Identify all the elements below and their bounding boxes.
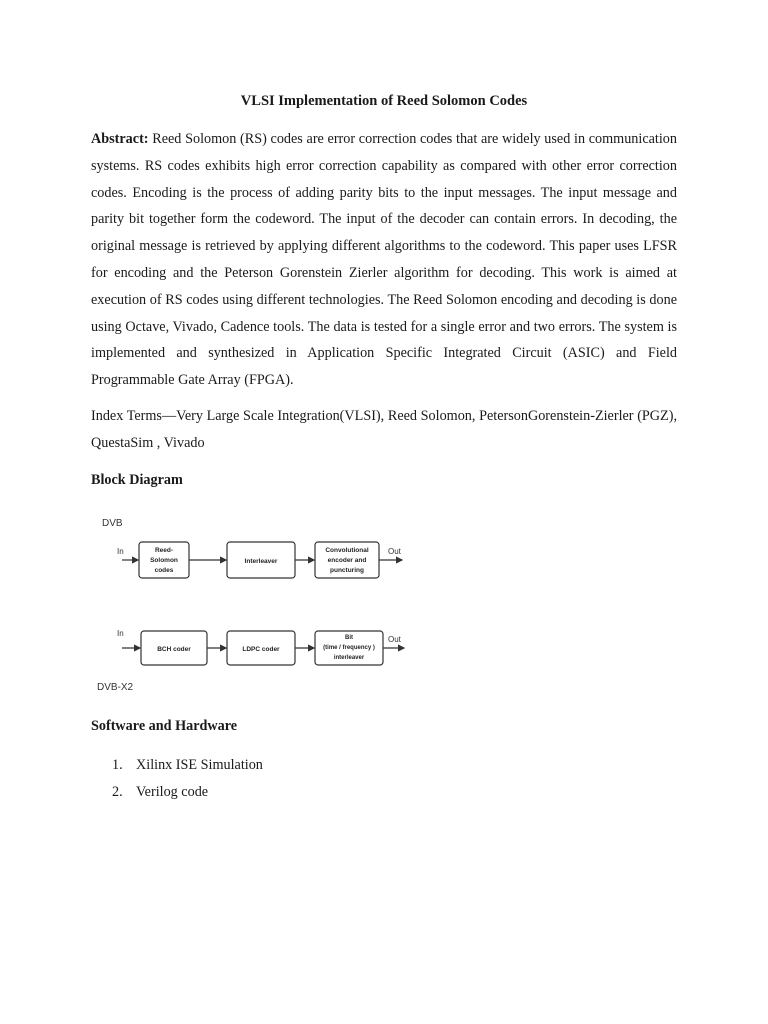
list-item-number: 2. xyxy=(112,784,123,800)
dvb-out-label: Out xyxy=(388,547,401,556)
dvbx2-box2-label: LDPC coder xyxy=(242,646,280,653)
page-title: VLSI Implementation of Reed Solomon Codes xyxy=(240,93,528,109)
dvb-box3-line1: Convolutional xyxy=(325,547,369,554)
abstract-label: Abstract: xyxy=(91,131,149,147)
abstract-paragraph xyxy=(91,126,677,394)
dvb-in-label: In xyxy=(117,547,124,556)
software-list xyxy=(112,755,263,809)
dvb-box1-line2: Solomon xyxy=(150,557,178,564)
block-diagram-heading: Block Diagram xyxy=(91,472,183,488)
list-item-text: Xilinx ISE Simulation xyxy=(136,757,263,773)
list-item-text: Verilog code xyxy=(136,784,209,800)
dvb-label: DVB xyxy=(102,518,123,529)
software-hardware-heading: Software and Hardware xyxy=(91,718,238,734)
dvbx2-box3-line1: Bit xyxy=(345,635,353,641)
dvb-box3-line3: puncturing xyxy=(330,567,364,574)
block-diagram xyxy=(94,512,414,698)
list-item xyxy=(112,755,263,782)
dvb-box3-line2: encoder and xyxy=(327,557,367,564)
abstract-text: Reed Solomon (RS) codes are error correction codes that are widely used in communication systems. RS codes exhibits high error correction capability as compared with other error correction codes. Encoding is the process of adding parity bits to the input messages. The input message and parity bit together form the codeword. The input of the decoder can contain errors. In decoding, the original message is retrieved by applying different algorithms to the codeword. This paper uses LFSR for encoding and the Peterson Gorenstein Zierler algorithm for decoding. This work is aimed at execution of RS codes using different technologies. The Reed Solomon encoding and decoding is done using Octave, Vivado, Cadence tools. The data is tested for a single error and two errors. The system is implemented and synthesized in Application Specific Integrated Circuit (ASIC) and Field Programmable Gate Array (FPGA). xyxy=(91,131,677,389)
dvbx2-box1-label: BCH coder xyxy=(157,646,191,653)
dvbx2-label: DVB-X2 xyxy=(97,682,134,693)
dvb-box1-line1: Reed- xyxy=(154,547,174,554)
list-item xyxy=(112,782,263,809)
dvbx2-box3-line3: interleaver xyxy=(333,655,365,661)
dvbx2-in-label: In xyxy=(117,629,124,638)
dvbx2-box3-line2: (time / frequency ) xyxy=(323,645,375,651)
dvb-box2-label: Interleaver xyxy=(244,558,278,565)
dvb-box1-line3: codes xyxy=(154,567,174,574)
index-terms: Index Terms—Very Large Scale Integration(VLSI), Reed Solomon, PetersonGorenstein-Zierler (PGZ), QuestaSim , Vivado xyxy=(91,408,677,451)
dvbx2-out-label: Out xyxy=(388,635,401,644)
list-item-number: 1. xyxy=(112,757,123,773)
